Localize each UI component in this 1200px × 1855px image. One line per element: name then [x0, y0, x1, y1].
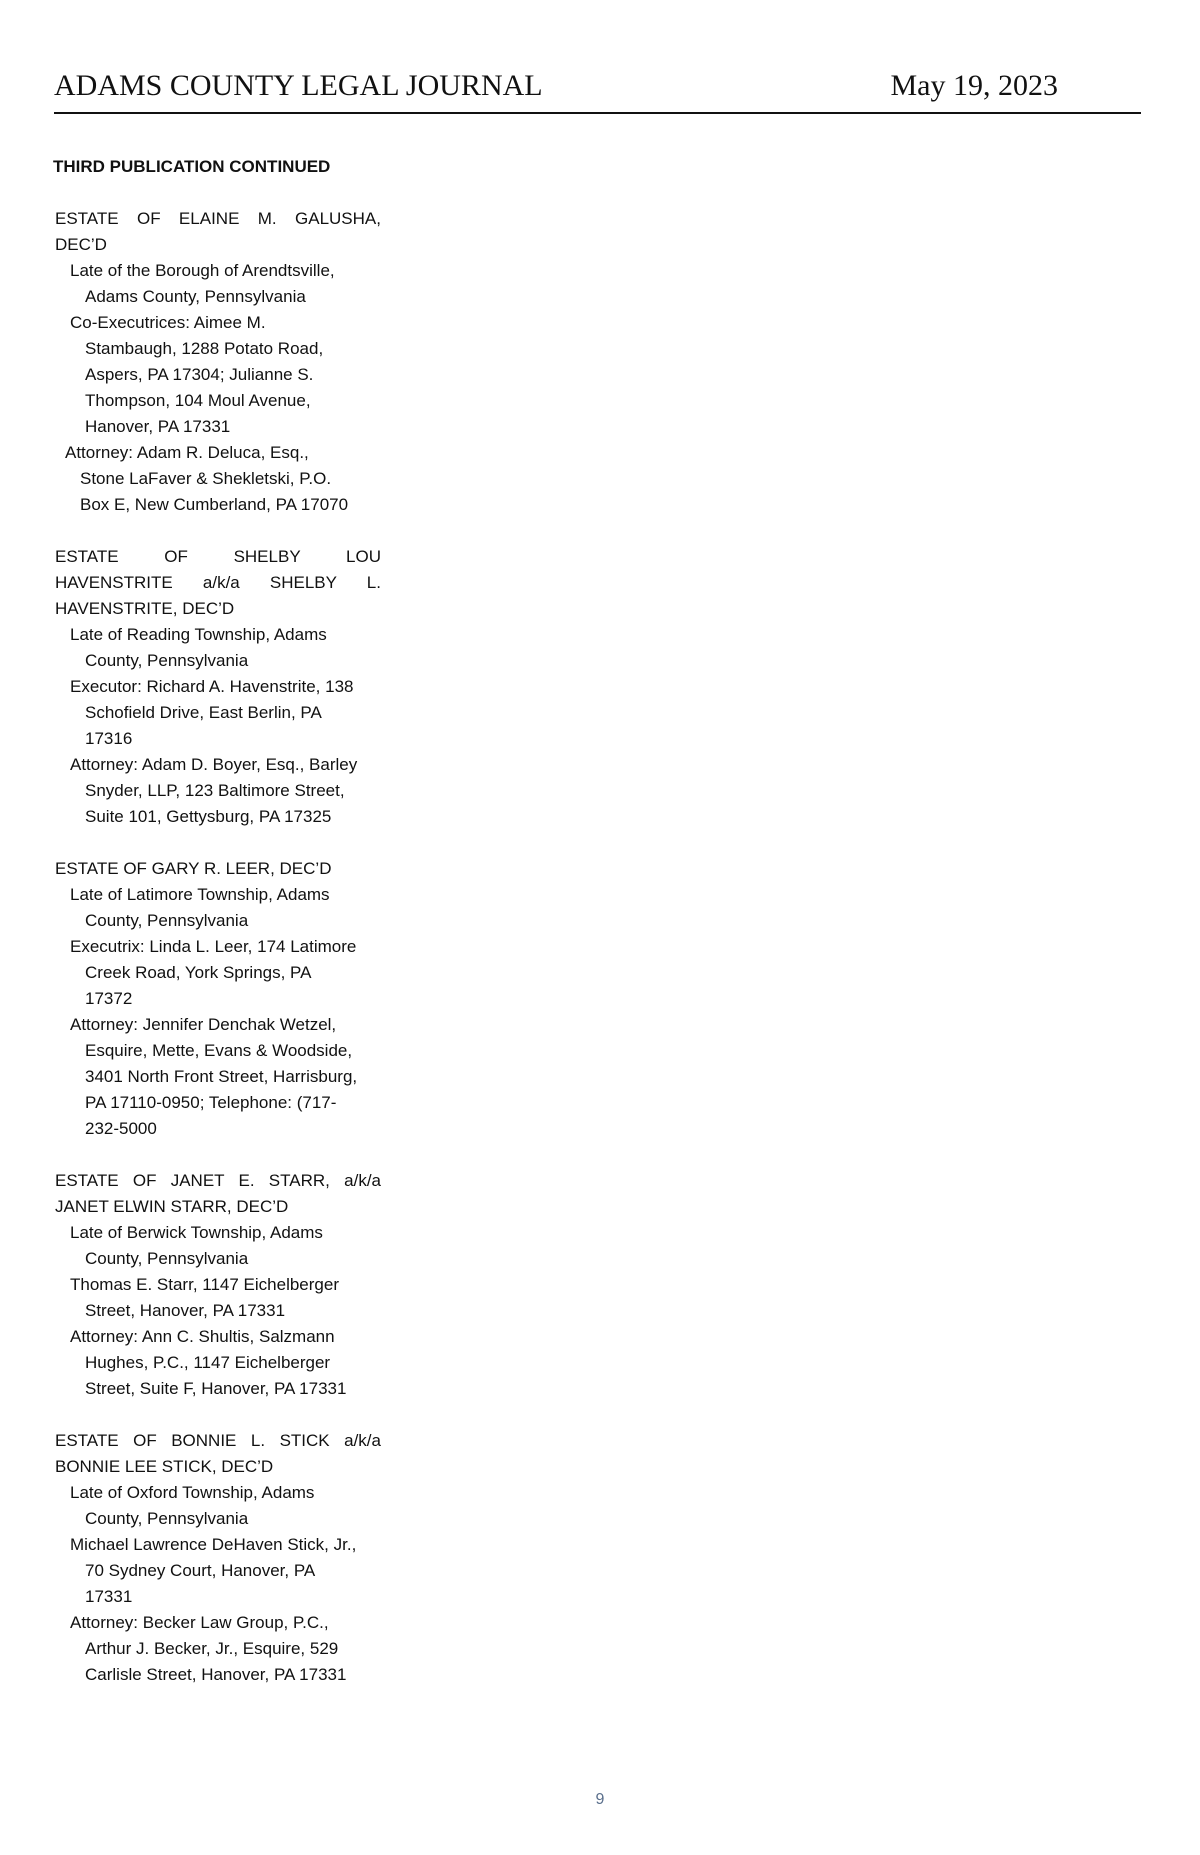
estate-notice [55, 206, 381, 518]
estate-detail-line: 232-5000 [85, 1119, 157, 1138]
estate-detail-line: Box E, New Cumberland, PA 17070 [80, 495, 349, 514]
estate-detail-line: Esquire, Mette, Evans & Woodside, [85, 1041, 353, 1060]
header-rule [54, 112, 1141, 114]
estate-detail-line: Late of Berwick Township, Adams [70, 1223, 323, 1242]
estate-detail-line: Attorney: Jennifer Denchak Wetzel, [70, 1015, 337, 1034]
estate-detail [55, 674, 381, 752]
estate-detail [55, 440, 381, 518]
estate-detail-line: 17331 [85, 1587, 133, 1606]
estate-title-line: JANET ELWIN STARR, DEC’D [55, 1197, 289, 1216]
estate-detail-line: 3401 North Front Street, Harrisburg, [85, 1067, 358, 1086]
estate-detail-line: 17372 [85, 989, 133, 1008]
estate-detail-line: Adams County, Pennsylvania [85, 287, 306, 306]
issue-date: May 19, 2023 [890, 69, 1058, 102]
section-heading: THIRD PUBLICATION CONTINUED [53, 157, 331, 176]
estate-title-line: ESTATE OF BONNIE L. STICK a/k/a [55, 1431, 381, 1450]
estate-detail-line: Street, Hanover, PA 17331 [85, 1301, 286, 1320]
estate-detail-line: Late of Oxford Township, Adams [70, 1483, 315, 1502]
journal-title: ADAMS COUNTY LEGAL JOURNAL [54, 69, 543, 102]
estate-title-line: DEC’D [55, 235, 107, 254]
estate-detail-line: Attorney: Becker Law Group, P.C., [70, 1613, 329, 1632]
estate-detail-line: Thompson, 104 Moul Avenue, [85, 391, 311, 410]
estate-detail [55, 1324, 381, 1402]
estate-notice [55, 1428, 381, 1688]
estate-detail-line: Schofield Drive, East Berlin, PA [85, 703, 322, 722]
estate-detail-line: Snyder, LLP, 123 Baltimore Street, [85, 781, 345, 800]
estate-detail [55, 1532, 381, 1610]
estate-detail-line: Michael Lawrence DeHaven Stick, Jr., [70, 1535, 357, 1554]
estate-detail-line: Stone LaFaver & Shekletski, P.O. [80, 469, 332, 488]
estate-notice [55, 1168, 381, 1402]
estate-detail-line: Suite 101, Gettysburg, PA 17325 [85, 807, 332, 826]
estate-notices [55, 206, 381, 1714]
estate-detail-line: County, Pennsylvania [85, 911, 249, 930]
estate-detail-line: 17316 [85, 729, 133, 748]
estate-detail [55, 752, 381, 830]
estate-detail-line: Aspers, PA 17304; Julianne S. [85, 365, 314, 384]
estate-title-line: ESTATE OF ELAINE M. GALUSHA, [55, 209, 381, 228]
estate-title-line: ESTATE OF JANET E. STARR, a/k/a [55, 1171, 381, 1190]
estate-title-line: HAVENSTRITE, DEC’D [55, 599, 235, 618]
estate-detail-line: Street, Suite F, Hanover, PA 17331 [85, 1379, 347, 1398]
page-header [54, 68, 1138, 114]
estate-detail [55, 1272, 381, 1324]
estate-notice [55, 856, 381, 1142]
page-number: 9 [595, 1791, 605, 1808]
estate-detail-line: County, Pennsylvania [85, 651, 249, 670]
estate-detail-line: Late of the Borough of Arendtsville, [70, 261, 335, 280]
estate-detail-line: County, Pennsylvania [85, 1509, 249, 1528]
estate-detail-line: Co-Executrices: Aimee M. [70, 313, 266, 332]
estate-detail-line: Attorney: Adam D. Boyer, Esq., Barley [70, 755, 358, 774]
estate-detail-line: Creek Road, York Springs, PA [85, 963, 312, 982]
estate-detail [55, 310, 381, 440]
estate-detail-line: Executor: Richard A. Havenstrite, 138 [70, 677, 354, 696]
estate-notice [55, 544, 381, 830]
estate-detail [55, 1480, 381, 1532]
estate-detail [55, 1220, 381, 1272]
estate-detail [55, 622, 381, 674]
estate-detail-line: 70 Sydney Court, Hanover, PA [85, 1561, 316, 1580]
estate-title-line: BONNIE LEE STICK, DEC’D [55, 1457, 274, 1476]
estate-title-line: ESTATE OF GARY R. LEER, DEC’D [55, 859, 332, 878]
estate-detail-line: Attorney: Adam R. Deluca, Esq., [65, 443, 309, 462]
estate-title-line: HAVENSTRITE a/k/a SHELBY L. [55, 573, 381, 592]
estate-title-line: ESTATE OF SHELBY LOU [55, 547, 381, 566]
estate-detail [55, 882, 381, 934]
estate-detail-line: Stambaugh, 1288 Potato Road, [85, 339, 324, 358]
estate-detail-line: Carlisle Street, Hanover, PA 17331 [85, 1665, 347, 1684]
estate-detail-line: Late of Latimore Township, Adams [70, 885, 330, 904]
estate-detail-line: Hanover, PA 17331 [85, 417, 231, 436]
estate-detail [55, 1012, 381, 1142]
estate-detail-line: Late of Reading Township, Adams [70, 625, 327, 644]
estate-detail-line: County, Pennsylvania [85, 1249, 249, 1268]
estate-detail-line: Thomas E. Starr, 1147 Eichelberger [70, 1275, 339, 1294]
estate-detail-line: Executrix: Linda L. Leer, 174 Latimore [70, 937, 357, 956]
estate-detail-line: Arthur J. Becker, Jr., Esquire, 529 [85, 1639, 339, 1658]
estate-detail-line: PA 17110-0950; Telephone: (717- [85, 1093, 337, 1112]
estate-detail-line: Attorney: Ann C. Shultis, Salzmann [70, 1327, 335, 1346]
estate-detail [55, 934, 381, 1012]
estate-detail-line: Hughes, P.C., 1147 Eichelberger [85, 1353, 331, 1372]
estate-detail [55, 1610, 381, 1688]
estate-detail [55, 258, 381, 310]
